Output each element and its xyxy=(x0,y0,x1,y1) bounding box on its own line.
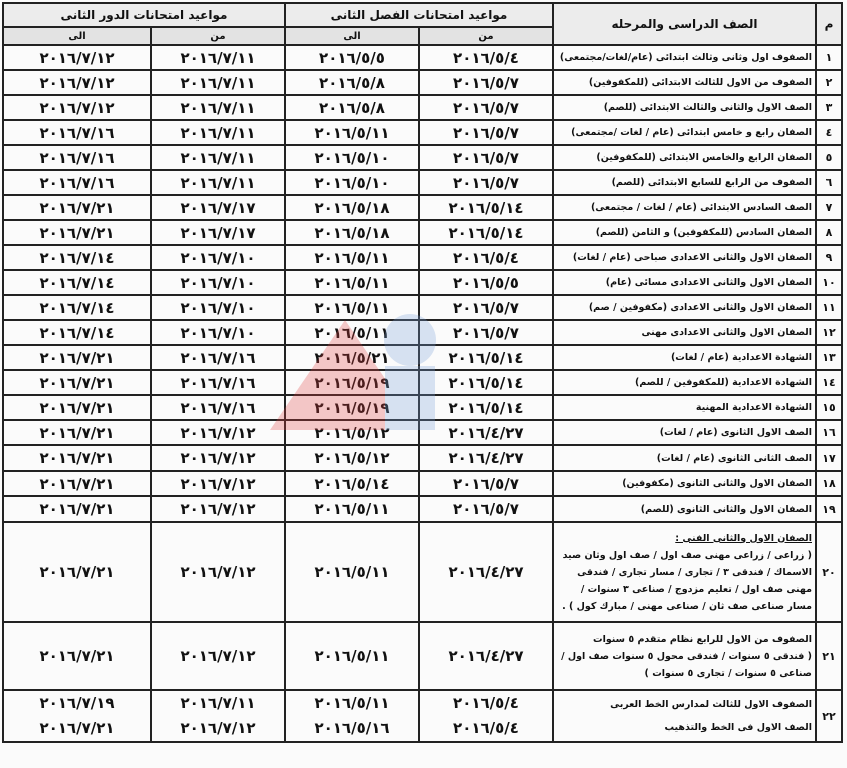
row-number: ١١ xyxy=(816,295,842,320)
table-row xyxy=(3,220,842,245)
exam-schedule-table xyxy=(2,2,843,743)
term-from-date: ٢٠١٦/٥/٤ xyxy=(419,245,553,270)
row-number: ١٣ xyxy=(816,345,842,370)
table-row xyxy=(3,70,842,95)
round2-from-date: ٢٠١٦/٧/١٢ xyxy=(151,522,285,622)
term-from-date: ٢٠١٦/٥/١٤ xyxy=(419,395,553,420)
round2-from-date: ٢٠١٦/٧/١٦ xyxy=(151,395,285,420)
round2-from-date: ٢٠١٦/٧/١٦ xyxy=(151,370,285,395)
term-to-date: ٢٠١٦/٥/١١ xyxy=(285,295,419,320)
row-number: ١٥ xyxy=(816,395,842,420)
table-row xyxy=(3,445,842,471)
term-to-date: ٢٠١٦/٥/٥ xyxy=(285,45,419,70)
grade-label: الصفوف من الرابع للسابع الابتدائى (للصم) xyxy=(553,170,816,195)
grade-label xyxy=(553,690,816,742)
grade-label: الصفان الاول والثانى الاعدادى مسائى (عام) xyxy=(553,270,816,295)
round2-from-date: ٢٠١٦/٧/١١ xyxy=(151,145,285,170)
row-number: ١٦ xyxy=(816,420,842,445)
row-number: ٥ xyxy=(816,145,842,170)
col-num-header: م xyxy=(816,3,842,45)
table-row xyxy=(3,320,842,345)
round2-to-header: الى xyxy=(3,27,151,45)
table-row xyxy=(3,170,842,195)
round2-to-date: ٢٠١٦/٧/١٢ xyxy=(3,70,151,95)
grade-label: الصف السادس الابتدائى (عام / لغات / مجتمعى) xyxy=(553,195,816,220)
round2-from-date: ٢٠١٦/٧/١٢ xyxy=(151,445,285,471)
table-row xyxy=(3,622,842,690)
term-exam-header: مواعيد امتحانات الفصل الثانى xyxy=(285,3,553,27)
term-to-date: ٢٠١٦/٥/١١ xyxy=(285,270,419,295)
term-from-date: ٢٠١٦/٥/٧ xyxy=(419,120,553,145)
round2-from-date: ٢٠١٦/٧/١٢ xyxy=(151,622,285,690)
date-line: ٢٠١٦/٥/١١ xyxy=(314,694,390,712)
table-row xyxy=(3,471,842,496)
round2-to-date: ٢٠١٦/٧/١٢ xyxy=(3,45,151,70)
row-number: ١٨ xyxy=(816,471,842,496)
round2-from-date: ٢٠١٦/٧/١١ xyxy=(151,120,285,145)
term-to-date: ٢٠١٦/٥/١٩ xyxy=(285,395,419,420)
row-number: ٢١ xyxy=(816,622,842,690)
term-from-date: ٢٠١٦/٥/٥ xyxy=(419,270,553,295)
term-to-date: ٢٠١٦/٥/١١ xyxy=(285,622,419,690)
table-row xyxy=(3,95,842,120)
round2-to-date: ٢٠١٦/٧/١٦ xyxy=(3,145,151,170)
term-from-date xyxy=(419,690,553,742)
round2-from-date: ٢٠١٦/٧/١٠ xyxy=(151,245,285,270)
grade-label: الصفان الاول والثانى الاعدادى صباحى (عام / لغات) xyxy=(553,245,816,270)
table-row xyxy=(3,690,842,742)
date-line: ٢٠١٦/٥/٤ xyxy=(453,719,519,737)
grade-label: الشهادة الاعدادية المهنية xyxy=(553,395,816,420)
term-to-date: ٢٠١٦/٥/١١ xyxy=(285,320,419,345)
round2-to-date: ٢٠١٦/٧/١٦ xyxy=(3,120,151,145)
grade-label: الشهادة الاعدادية (عام / لغات) xyxy=(553,345,816,370)
table-row xyxy=(3,295,842,320)
row-number: ٣ xyxy=(816,95,842,120)
row-number: ٤ xyxy=(816,120,842,145)
grade-label: الشهادة الاعدادية (للمكفوفين / للصم) xyxy=(553,370,816,395)
term-from-date: ٢٠١٦/٥/٧ xyxy=(419,320,553,345)
row-number: ١٠ xyxy=(816,270,842,295)
round2-to-date: ٢٠١٦/٧/١٤ xyxy=(3,295,151,320)
table-row xyxy=(3,496,842,522)
term-to-date: ٢٠١٦/٥/١١ xyxy=(285,245,419,270)
table-row xyxy=(3,45,842,70)
term-from-date: ٢٠١٦/٤/٢٧ xyxy=(419,522,553,622)
round2-from-date: ٢٠١٦/٧/١١ xyxy=(151,45,285,70)
grade-title: الصفان الاول والثانى الفنى : xyxy=(675,532,812,544)
table-row xyxy=(3,145,842,170)
term-to-date: ٢٠١٦/٥/١٨ xyxy=(285,220,419,245)
term-from-date: ٢٠١٦/٥/١٤ xyxy=(419,220,553,245)
term-from-date: ٢٠١٦/٥/١٤ xyxy=(419,195,553,220)
round2-to-date: ٢٠١٦/٧/٢١ xyxy=(3,370,151,395)
round2-to-date: ٢٠١٦/٧/٢١ xyxy=(3,471,151,496)
row-number: ٦ xyxy=(816,170,842,195)
term-to-date: ٢٠١٦/٥/١٢ xyxy=(285,445,419,471)
term-to-date: ٢٠١٦/٥/١١ xyxy=(285,120,419,145)
table-row xyxy=(3,120,842,145)
grade-label: الصف الاول الثانوى (عام / لغات) xyxy=(553,420,816,445)
table-row xyxy=(3,370,842,395)
date-line: ٢٠١٦/٧/١٢ xyxy=(180,719,256,737)
grade-label: الصفوف اول وثانى وثالث ابتدائى (عام/لغات/مجتمعى) xyxy=(553,45,816,70)
table-row xyxy=(3,195,842,220)
row-number: ١٢ xyxy=(816,320,842,345)
grade-label: الصفان رابع و خامس ابتدائى (عام / لغات /مجتمعى) xyxy=(553,120,816,145)
table-row xyxy=(3,270,842,295)
round2-from-date: ٢٠١٦/٧/١٢ xyxy=(151,496,285,522)
term-from-date: ٢٠١٦/٥/٧ xyxy=(419,70,553,95)
term-from-date: ٢٠١٦/٥/١٤ xyxy=(419,370,553,395)
row-number: ٢ xyxy=(816,70,842,95)
round2-to-date: ٢٠١٦/٧/٢١ xyxy=(3,522,151,622)
row-number: ١٧ xyxy=(816,445,842,471)
row-number: ٨ xyxy=(816,220,842,245)
term-from-header: من xyxy=(419,27,553,45)
term-from-date: ٢٠١٦/٥/٧ xyxy=(419,145,553,170)
round2-to-date: ٢٠١٦/٧/٢١ xyxy=(3,195,151,220)
round2-exam-header: مواعيد امتحانات الدور الثانى xyxy=(3,3,285,27)
grade-detail: ( زراعى / زراعى مهنى صف اول / صف اول وثان صيد الاسماك / فندقى ٣ / تجارى / مسار تجارى / فندقى مهنى صف اول / تعليم مزدوج / صناعى ٣ سنوات / مسار صناعى صف ثان / صناعى مهنى / مبارك كول ) . xyxy=(562,549,812,612)
term-to-date: ٢٠١٦/٥/١٨ xyxy=(285,195,419,220)
term-to-header: الى xyxy=(285,27,419,45)
term-to-date: ٢٠١٦/٥/١٠ xyxy=(285,145,419,170)
date-line: ٢٠١٦/٧/١١ xyxy=(180,694,256,712)
table-row xyxy=(3,395,842,420)
row-number: ١٤ xyxy=(816,370,842,395)
term-from-date: ٢٠١٦/٥/٧ xyxy=(419,295,553,320)
term-to-date: ٢٠١٦/٥/١٤ xyxy=(285,471,419,496)
grade-label: الصف الاول والثانى والثالث الابتدائى (للصم) xyxy=(553,95,816,120)
term-to-date: ٢٠١٦/٥/١١ xyxy=(285,496,419,522)
round2-to-date: ٢٠١٦/٧/٢١ xyxy=(3,345,151,370)
grade-label xyxy=(553,522,816,622)
grade-label: الصفان الاول والثانى الثانوى (مكفوفين) xyxy=(553,471,816,496)
round2-from-date: ٢٠١٦/٧/١٠ xyxy=(151,295,285,320)
round2-from-date: ٢٠١٦/٧/١٧ xyxy=(151,220,285,245)
row-number: ١٩ xyxy=(816,496,842,522)
grade-line: الصفوف الاول للثالث لمدارس الخط العربى xyxy=(610,699,812,710)
term-to-date: ٢٠١٦/٥/١٩ xyxy=(285,370,419,395)
date-line: ٢٠١٦/٧/١٩ xyxy=(39,694,115,712)
term-to-date: ٢٠١٦/٥/١١ xyxy=(285,522,419,622)
term-to-date: ٢٠١٦/٥/٨ xyxy=(285,70,419,95)
round2-from-date: ٢٠١٦/٧/١٠ xyxy=(151,320,285,345)
round2-from-date: ٢٠١٦/٧/١٧ xyxy=(151,195,285,220)
round2-from-header: من xyxy=(151,27,285,45)
term-to-date: ٢٠١٦/٥/١٠ xyxy=(285,170,419,195)
grade-line: الصف الاول فى الخط والتذهيب xyxy=(664,722,812,733)
term-from-date: ٢٠١٦/٥/٤ xyxy=(419,45,553,70)
round2-from-date: ٢٠١٦/٧/١٦ xyxy=(151,345,285,370)
grade-label: الصفوف من الاول للثالث الابتدائى (للمكفوفين) xyxy=(553,70,816,95)
date-line: ٢٠١٦/٥/١٦ xyxy=(314,719,390,737)
table-row xyxy=(3,522,842,622)
grade-label: الصفان السادس (للمكفوفين) و الثامن (للصم) xyxy=(553,220,816,245)
grade-label: الصفان الاول والثانى الاعدادى مهنى xyxy=(553,320,816,345)
table-row xyxy=(3,345,842,370)
grade-label: الصفان الاول والثانى الثانوى (للصم) xyxy=(553,496,816,522)
grade-label: الصفان الاول والثانى الاعدادى (مكفوفين / صم) xyxy=(553,295,816,320)
header-row xyxy=(3,3,842,27)
round2-from-date: ٢٠١٦/٧/١١ xyxy=(151,170,285,195)
round2-from-date xyxy=(151,690,285,742)
round2-from-date: ٢٠١٦/٧/١٠ xyxy=(151,270,285,295)
term-to-date xyxy=(285,690,419,742)
table-row xyxy=(3,420,842,445)
round2-to-date: ٢٠١٦/٧/٢١ xyxy=(3,445,151,471)
row-number: ٩ xyxy=(816,245,842,270)
term-from-date: ٢٠١٦/٤/٢٧ xyxy=(419,622,553,690)
round2-to-date: ٢٠١٦/٧/١٤ xyxy=(3,245,151,270)
date-line: ٢٠١٦/٧/٢١ xyxy=(39,719,115,737)
col-grade-header: الصف الدراسى والمرحله xyxy=(553,3,816,45)
round2-to-date: ٢٠١٦/٧/١٢ xyxy=(3,95,151,120)
round2-from-date: ٢٠١٦/٧/١١ xyxy=(151,70,285,95)
term-from-date: ٢٠١٦/٤/٢٧ xyxy=(419,445,553,471)
grade-label: الصف الثانى الثانوى (عام / لغات) xyxy=(553,445,816,471)
term-to-date: ٢٠١٦/٥/٨ xyxy=(285,95,419,120)
grade-title: الصفوف من الاول للرابع نظام متقدم ٥ سنوات xyxy=(593,633,812,645)
term-from-date: ٢٠١٦/٤/٢٧ xyxy=(419,420,553,445)
row-number: ١ xyxy=(816,45,842,70)
term-from-date: ٢٠١٦/٥/٧ xyxy=(419,471,553,496)
round2-to-date xyxy=(3,690,151,742)
table-row xyxy=(3,245,842,270)
grade-label: الصفان الرابع والخامس الابتدائى (للمكفوفين) xyxy=(553,145,816,170)
term-from-date: ٢٠١٦/٥/١٤ xyxy=(419,345,553,370)
term-from-date: ٢٠١٦/٥/٧ xyxy=(419,496,553,522)
round2-to-date: ٢٠١٦/٧/٢١ xyxy=(3,496,151,522)
round2-to-date: ٢٠١٦/٧/١٤ xyxy=(3,320,151,345)
round2-to-date: ٢٠١٦/٧/٢١ xyxy=(3,395,151,420)
grade-detail: ( فندقى ٥ سنوات / فندقى محول ٥ سنوات صف اول / صناعى ٥ سنوات / تجارى ٥ سنوات ) xyxy=(561,650,812,679)
round2-to-date: ٢٠١٦/٧/٢١ xyxy=(3,220,151,245)
row-number: ٢٢ xyxy=(816,690,842,742)
term-to-date: ٢٠١٦/٥/١٢ xyxy=(285,420,419,445)
round2-from-date: ٢٠١٦/٧/١٢ xyxy=(151,420,285,445)
row-number: ٧ xyxy=(816,195,842,220)
round2-from-date: ٢٠١٦/٧/١١ xyxy=(151,95,285,120)
round2-to-date: ٢٠١٦/٧/٢١ xyxy=(3,420,151,445)
term-from-date: ٢٠١٦/٥/٧ xyxy=(419,95,553,120)
term-from-date: ٢٠١٦/٥/٧ xyxy=(419,170,553,195)
date-line: ٢٠١٦/٥/٤ xyxy=(453,694,519,712)
round2-to-date: ٢٠١٦/٧/١٤ xyxy=(3,270,151,295)
row-number: ٢٠ xyxy=(816,522,842,622)
round2-from-date: ٢٠١٦/٧/١٢ xyxy=(151,471,285,496)
grade-label xyxy=(553,622,816,690)
round2-to-date: ٢٠١٦/٧/١٦ xyxy=(3,170,151,195)
term-to-date: ٢٠١٦/٥/٢١ xyxy=(285,345,419,370)
round2-to-date: ٢٠١٦/٧/٢١ xyxy=(3,622,151,690)
